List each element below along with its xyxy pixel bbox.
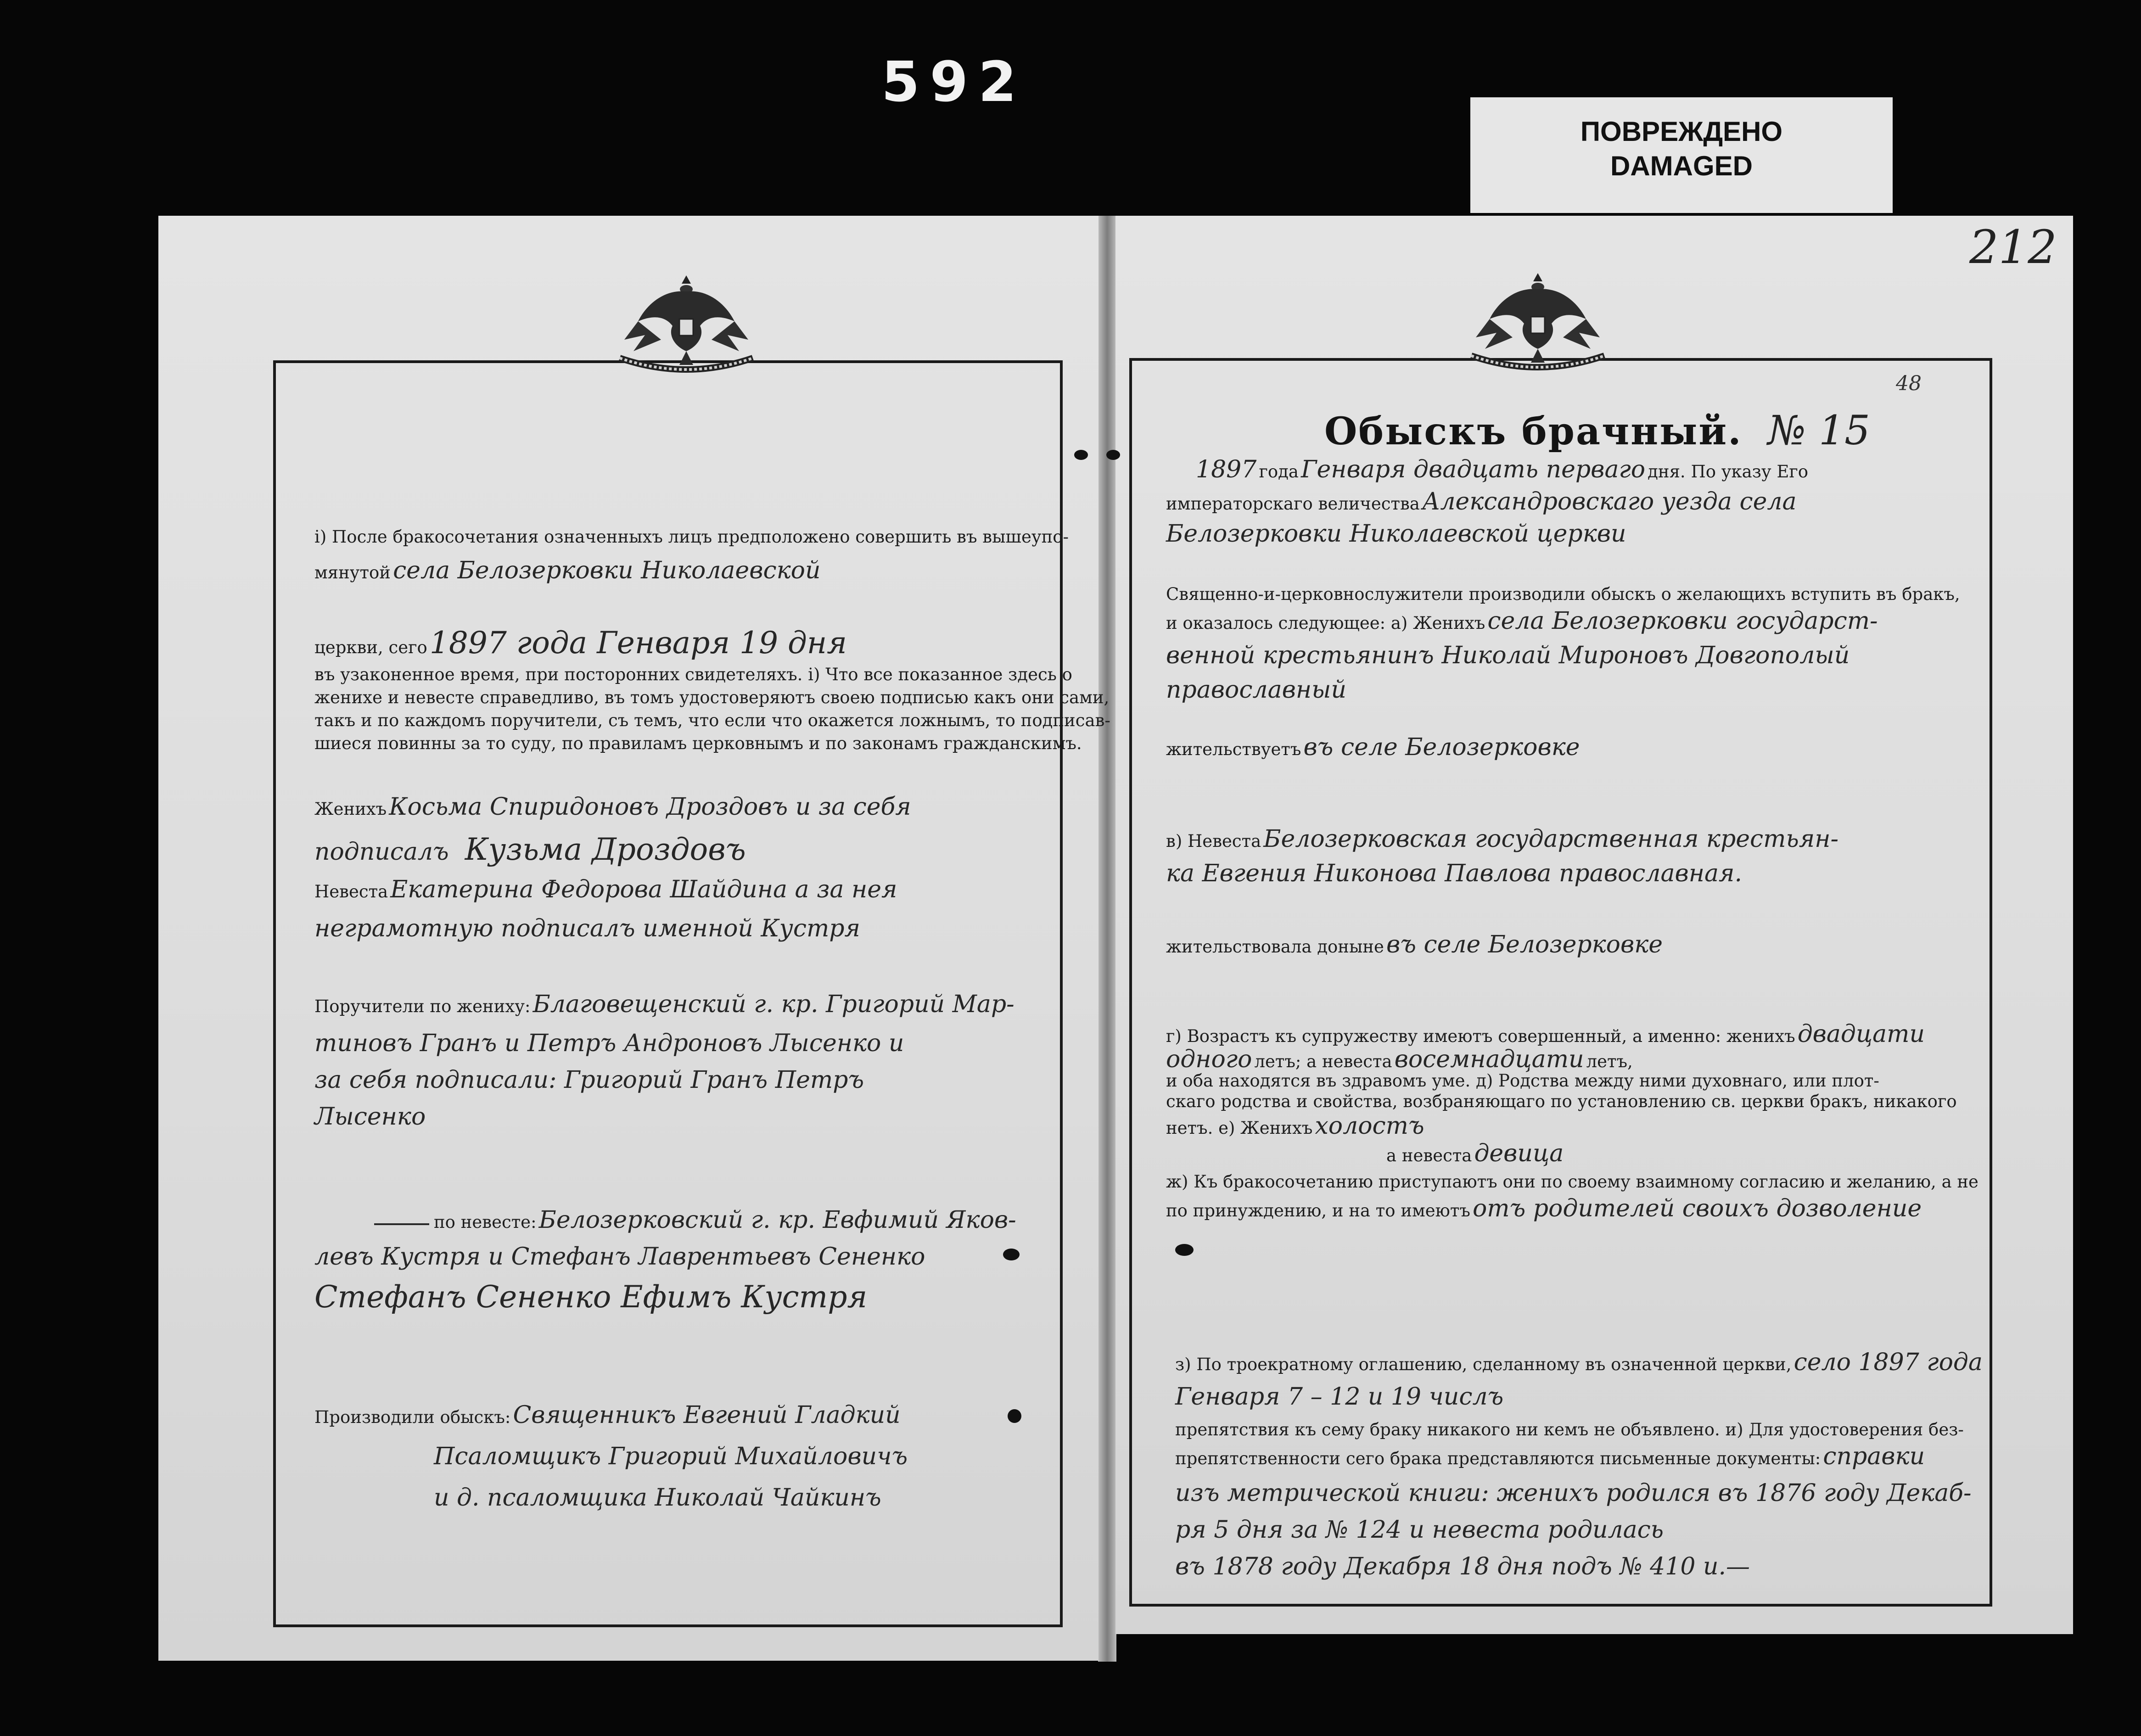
handwritten-text: Белозерковский г. кр. Евфимий Яков- bbox=[538, 1206, 1016, 1234]
right-line-6 bbox=[1166, 643, 1850, 669]
right-line-20 bbox=[1175, 1350, 1983, 1376]
left-line-5 bbox=[314, 689, 1109, 707]
printed-text: г) Возрастъ къ супружеству имеютъ совершенный, а именно: женихъ bbox=[1166, 1026, 1795, 1046]
left-line-6 bbox=[314, 711, 1110, 730]
right-line-11 bbox=[1166, 932, 1663, 958]
handwritten-text: села Белозерковки Николаевской bbox=[393, 557, 821, 584]
damaged-stamp-line-en: DAMAGED bbox=[1610, 151, 1753, 181]
folio-number: 212 bbox=[1969, 220, 2057, 274]
handwritten-text: восемнадцати bbox=[1394, 1046, 1584, 1073]
ink-blot bbox=[1106, 450, 1120, 460]
left-line-19 bbox=[314, 1402, 901, 1428]
handwritten-text: Александровскаго уезда села bbox=[1422, 488, 1797, 515]
left-line-21 bbox=[434, 1485, 881, 1511]
imperial-eagle-emblem-icon bbox=[611, 271, 762, 376]
printed-text: Поручители по жениху: bbox=[314, 997, 531, 1016]
damaged-stamp-line-ru: ПОВРЕЖДЕНО bbox=[1580, 116, 1783, 147]
right-line-15 bbox=[1166, 1092, 1957, 1111]
right-line-23 bbox=[1175, 1444, 1925, 1470]
left-line-12 bbox=[314, 991, 1014, 1018]
groom-signature: Кузьма Дроздовъ bbox=[465, 832, 746, 867]
handwritten-text: неграмотную подписалъ именной Кустря bbox=[314, 915, 860, 942]
right-line-8 bbox=[1166, 734, 1580, 761]
handwritten-text: венной крестьянинъ Николай Мироновъ Довгополый bbox=[1166, 642, 1850, 669]
printed-text: такъ и по каждомъ поручители, съ темъ, что если что окажется ложнымъ, то подписав- bbox=[314, 711, 1110, 730]
right-line-19 bbox=[1166, 1196, 1922, 1222]
record-number: № 15 bbox=[1767, 407, 1871, 454]
handwritten-text: за себя подписали: Григорий Гранъ Петръ bbox=[314, 1066, 864, 1094]
handwritten-text: Косьма Спиридоновъ Дроздовъ и за себя bbox=[389, 793, 911, 821]
left-page bbox=[158, 216, 1110, 1661]
handwritten-text: Благовещенский г. кр. Григорий Мар- bbox=[532, 991, 1014, 1018]
right-line-7 bbox=[1166, 677, 1346, 703]
right-line-1 bbox=[1196, 457, 1808, 483]
right-line-25 bbox=[1175, 1517, 1664, 1543]
right-line-9 bbox=[1166, 826, 1838, 852]
right-line-3 bbox=[1166, 521, 1626, 547]
printed-text: и оба находятся въ здравомъ уме. д) Родства между ними духовнаго, или плот- bbox=[1166, 1071, 1879, 1091]
printed-text: по невесте: bbox=[434, 1212, 537, 1232]
printed-text: мянутой bbox=[314, 563, 391, 582]
right-line-10 bbox=[1166, 861, 1742, 887]
left-line-8 bbox=[314, 794, 911, 820]
dash-rule bbox=[374, 1223, 429, 1225]
right-line-18 bbox=[1166, 1173, 1978, 1192]
printed-text: нетъ. е) Женихъ bbox=[1166, 1118, 1313, 1138]
printed-text: жительствуетъ bbox=[1166, 739, 1301, 759]
handwritten-text: двадцати bbox=[1797, 1020, 1925, 1048]
handwritten-text: село 1897 года bbox=[1794, 1349, 1983, 1376]
document-title-row bbox=[1324, 409, 1870, 453]
left-line-9 bbox=[314, 833, 746, 867]
printed-text: летъ, bbox=[1586, 1052, 1633, 1071]
ink-blot bbox=[1003, 1249, 1020, 1260]
handwritten-text: 1897 bbox=[1196, 456, 1257, 483]
right-line-26 bbox=[1175, 1554, 1750, 1580]
left-line-14 bbox=[314, 1067, 864, 1093]
printed-text: въ узаконенное время, при посторонних свидетеляхъ. і) Что все показанное здесь о bbox=[314, 665, 1072, 684]
right-line-17 bbox=[1386, 1141, 1564, 1167]
handwritten-text: Екатерина Федорова Шайдина а за нея bbox=[390, 876, 897, 903]
printed-text: Женихъ bbox=[314, 799, 387, 819]
handwritten-text: Лысенко bbox=[314, 1103, 426, 1131]
book-spine bbox=[1098, 216, 1116, 1662]
handwritten-text: Белозерковки Николаевской церкви bbox=[1166, 520, 1626, 548]
printed-text: дня. По указу Его bbox=[1648, 462, 1809, 482]
right-line-4 bbox=[1166, 585, 1960, 604]
handwritten-text: въ 1878 году Декабря 18 дня подъ № 410 и.— bbox=[1175, 1553, 1750, 1580]
handwritten-text: въ селе Белозерковке bbox=[1303, 734, 1580, 761]
left-line-18 bbox=[314, 1281, 867, 1314]
left-line-13 bbox=[314, 1030, 904, 1057]
printed-text: императорскаго величества bbox=[1166, 494, 1420, 514]
right-page bbox=[1115, 216, 2073, 1634]
right-line-14 bbox=[1166, 1072, 1879, 1091]
handwritten-text: тиновъ Гранъ и Петръ Андроновъ Лысенко и bbox=[314, 1030, 904, 1057]
ink-blot bbox=[1175, 1244, 1194, 1256]
handwritten-text: одного bbox=[1166, 1046, 1252, 1073]
left-line-20 bbox=[434, 1444, 908, 1470]
left-line-2 bbox=[314, 558, 820, 584]
handwritten-text: Генваря 7 – 12 и 19 числъ bbox=[1175, 1383, 1504, 1411]
right-line-12 bbox=[1166, 1021, 1925, 1047]
left-line-10 bbox=[314, 877, 897, 903]
right-line-5 bbox=[1166, 608, 1878, 634]
printed-text: церкви, сего bbox=[314, 638, 427, 657]
printed-text: ж) Къ бракосочетанию приступаютъ они по своему взаимному согласию и желанию, а не bbox=[1166, 1172, 1978, 1192]
left-line-17 bbox=[314, 1244, 925, 1270]
printed-text: і) После бракосочетания означенныхъ лицъ предположено совершить въ вышеупо- bbox=[314, 527, 1069, 547]
handwritten-text: въ селе Белозерковке bbox=[1386, 931, 1663, 958]
right-line-2 bbox=[1166, 489, 1797, 515]
printed-text: в) Невеста bbox=[1166, 831, 1261, 851]
handwritten-text: Генваря двадцать перваго bbox=[1301, 456, 1646, 483]
ink-blot bbox=[1074, 450, 1088, 460]
imperial-eagle-emblem-icon bbox=[1462, 269, 1614, 374]
left-line-11 bbox=[314, 916, 860, 942]
printed-text: а невеста bbox=[1386, 1146, 1472, 1165]
printed-text: з) По троекратному оглашению, сделанному въ означенной церкви, bbox=[1175, 1355, 1792, 1374]
handwritten-text: левъ Кустря и Стефанъ Лаврентьевъ Сененко bbox=[314, 1243, 925, 1271]
printed-text: Производили обыскъ: bbox=[314, 1407, 511, 1427]
printed-text: шиеся повинны за то суду, по правиламъ церковнымъ и по законамъ гражданскимъ. bbox=[314, 734, 1082, 753]
right-line-22 bbox=[1175, 1421, 1964, 1439]
witness-signatures: Стефанъ Сененко Ефимъ Кустря bbox=[314, 1279, 868, 1315]
printed-text: по принуждению, и на то имеютъ bbox=[1166, 1201, 1470, 1221]
left-line-3 bbox=[314, 627, 847, 660]
right-line-21 bbox=[1175, 1384, 1503, 1410]
document-title: Обыскъ брачный. bbox=[1324, 409, 1743, 454]
left-line-15 bbox=[314, 1104, 426, 1130]
right-line-13 bbox=[1166, 1047, 1633, 1073]
printed-text: года bbox=[1259, 462, 1299, 482]
left-line-1 bbox=[314, 528, 1069, 547]
handwritten-text: холостъ bbox=[1315, 1112, 1424, 1140]
left-line-4 bbox=[314, 666, 1072, 684]
left-line-7 bbox=[314, 734, 1082, 753]
handwritten-text: 1897 года Генваря 19 дня bbox=[429, 625, 847, 661]
printed-text: Невеста bbox=[314, 882, 388, 902]
handwritten-text: отъ родителей своихъ дозволение bbox=[1472, 1195, 1922, 1222]
frame-number: 592 bbox=[881, 50, 1027, 114]
left-line-16 bbox=[434, 1207, 1016, 1233]
folio-small-number: 48 bbox=[1896, 372, 1922, 395]
handwritten-text: Псаломщикъ Григорий Михайловичъ bbox=[434, 1443, 908, 1470]
printed-text: скаго родства и свойства, возбраняющаго по установлению св. церкви бракъ, никакого bbox=[1166, 1092, 1957, 1111]
damaged-stamp bbox=[1470, 97, 1893, 213]
handwritten-text: справки bbox=[1823, 1443, 1925, 1470]
printed-text: женихе и невесте справедливо, въ томъ удостоверяютъ своею подписью какъ они сами, bbox=[314, 688, 1110, 707]
printed-text: препятствия къ сему браку никакого ни кемъ не объявлено. и) Для удостоверения без- bbox=[1175, 1420, 1964, 1439]
handwritten-text: подписалъ bbox=[314, 838, 449, 866]
handwritten-text: и д. псаломщика Николай Чайкинъ bbox=[434, 1484, 881, 1512]
printed-text: Священно-и-церковнослужители производили обыскъ о желающихъ вступить въ бракъ, bbox=[1166, 584, 1960, 604]
printed-text: жительствовала доныне bbox=[1166, 937, 1384, 957]
printed-text: и оказалось следующее: а) Женихъ bbox=[1166, 613, 1485, 633]
handwritten-text: православный bbox=[1166, 676, 1346, 704]
handwritten-text: девица bbox=[1474, 1140, 1564, 1167]
printed-text: летъ; а невеста bbox=[1254, 1052, 1392, 1071]
handwritten-text: изъ метрической книги: женихъ родился въ 1876 году Декаб- bbox=[1175, 1479, 1972, 1507]
ink-blot bbox=[1008, 1409, 1021, 1423]
handwritten-text: Священникъ Евгений Гладкий bbox=[513, 1401, 901, 1429]
handwritten-text: села Белозерковки государст- bbox=[1487, 607, 1878, 635]
right-line-24 bbox=[1175, 1480, 1972, 1506]
printed-text: препятственности сего брака представляются письменные документы: bbox=[1175, 1449, 1821, 1468]
handwritten-text: ка Евгения Никонова Павлова православная. bbox=[1166, 860, 1743, 887]
handwritten-text: ря 5 дня за № 124 и невеста родилась bbox=[1175, 1516, 1664, 1544]
right-line-16 bbox=[1166, 1113, 1424, 1139]
handwritten-text: Белозерковская государственная крестьян- bbox=[1263, 825, 1839, 853]
